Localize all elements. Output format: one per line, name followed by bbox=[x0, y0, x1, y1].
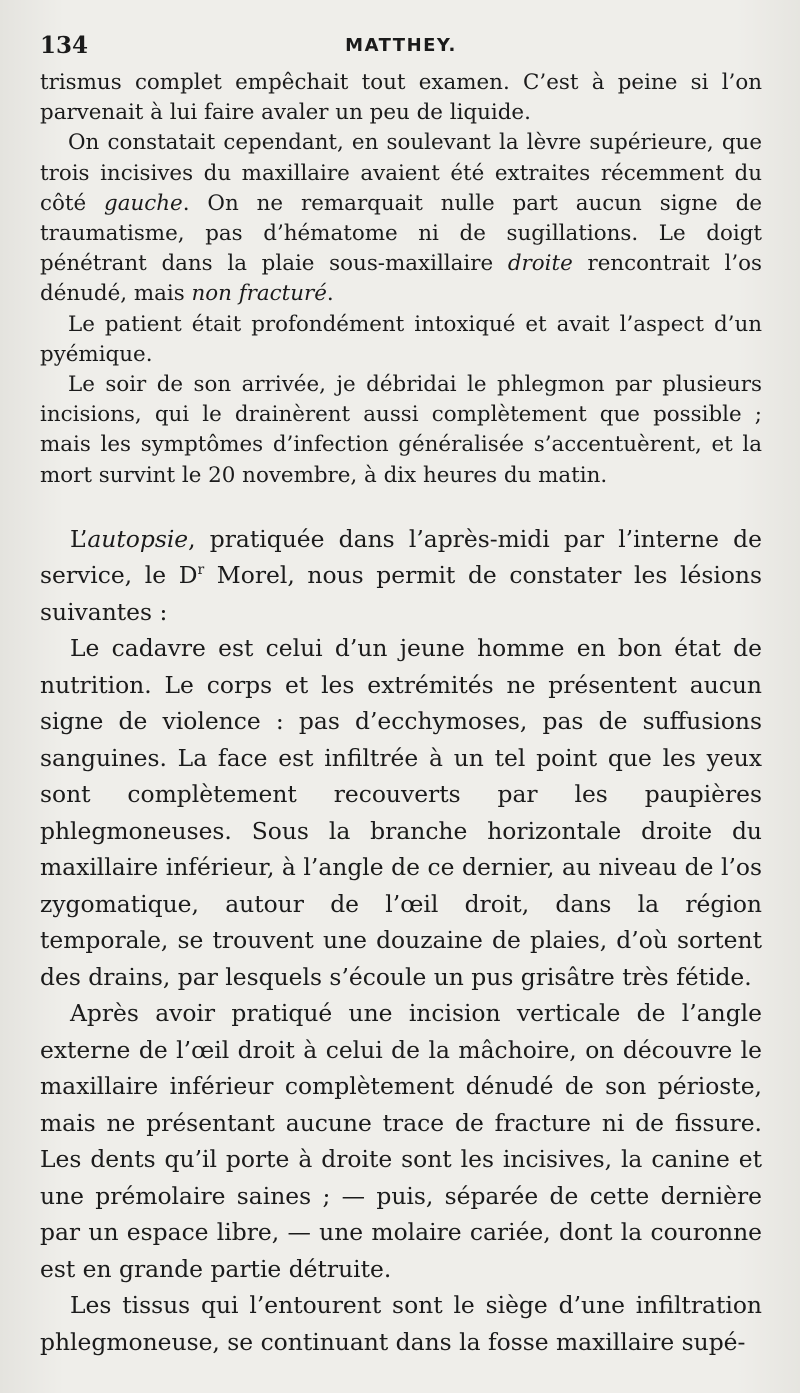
page-number: 134 bbox=[40, 32, 89, 59]
paragraph-cadaver: Le cadavre est celui d’un jeune homme en bon état de nutrition. Le corps et les extrémités ne présentent aucun signe de violence : pas d’ecchymoses, pas de suffusions sanguines. La face est infiltrée à un tel point que les yeux sont complètement recouverts par les paupières phlegmoneuses. Sous la branche horizontale droite du maxillaire inférieur, à l’angle de ce dernier, au niveau de l’os zygomatique, autour de l’œil droit, dans la région temporale, se trouvent une douzaine de plaies, d’où sortent des drains, par lesquels s’écoule un pus grisâtre très fétide. bbox=[40, 634, 762, 991]
section-clinical-notes bbox=[40, 68, 762, 491]
text-run: L’ bbox=[70, 524, 88, 553]
text-run: Morel, nous permit de constater les lésions suivantes : bbox=[40, 561, 762, 626]
superscript: r bbox=[197, 562, 205, 579]
paragraph-intoxication: Le patient était profondément intoxiqué et avait l’aspect d’un pyémique. bbox=[40, 311, 762, 367]
text-run: On constatait cependant, en soulevant la lèvre supérieure, que trois incisives du maxillaire avaient été extraites récemment du côté bbox=[40, 130, 762, 216]
text-run: . bbox=[326, 281, 334, 307]
running-head: MATTHEY. bbox=[345, 35, 457, 56]
text-run: , pratiquée dans l’après-midi par l’interne de service, le D bbox=[40, 524, 762, 590]
text-run: . On ne remarquait nulle part aucun signe de traumatisme, pas d’hématome ni de sugillations. Le doigt pénétrant dans la plaie sous-maxillaire bbox=[40, 190, 762, 277]
paragraph-tissues: Les tissus qui l’entourent sont le siège d’une infiltration phlegmoneuse, se continuant dans la fosse maxillaire supé- bbox=[40, 1291, 762, 1356]
paragraph-continued: trismus complet empêchait tout examen. C’est à peine si l’on parvenait à lui faire avaler un peu de liquide. bbox=[40, 70, 762, 126]
section-autopsy bbox=[40, 521, 762, 1361]
italic-text: droite bbox=[507, 251, 573, 277]
italic-text: autopsie bbox=[87, 524, 189, 553]
italic-text: gauche bbox=[104, 190, 183, 216]
paragraph-examination bbox=[40, 128, 762, 309]
paragraph-incision: Après avoir pratiqué une incision verticale de l’angle externe de l’œil droit à celui de la mâchoire, on découvre le maxillaire inférieur complètement dénudé de son périoste, mais ne présentant aucune trace de fracture ni de fissure. Les dents qu’il porte à droite sont les incisives, la canine et une prémolaire saines ; — puis, séparée de cette dernière par un espace libre, — une molaire cariée, dont la couronne est en grande partie détruite. bbox=[40, 999, 762, 1283]
italic-text: non fracturé bbox=[191, 281, 327, 307]
page-header bbox=[40, 28, 762, 68]
paragraph-autopsy-intro bbox=[40, 521, 762, 631]
paragraph-treatment: Le soir de son arrivée, je débridai le phlegmon par plusieurs incisions, qui le drainèrent aussi complètement que possible ; mais les symptômes d’infection généralisée s’accentuèrent, et la mort survint le 20 novembre, à dix heures du matin. bbox=[40, 372, 762, 488]
text-run: rencontrait l’os dénudé, mais bbox=[40, 251, 762, 307]
